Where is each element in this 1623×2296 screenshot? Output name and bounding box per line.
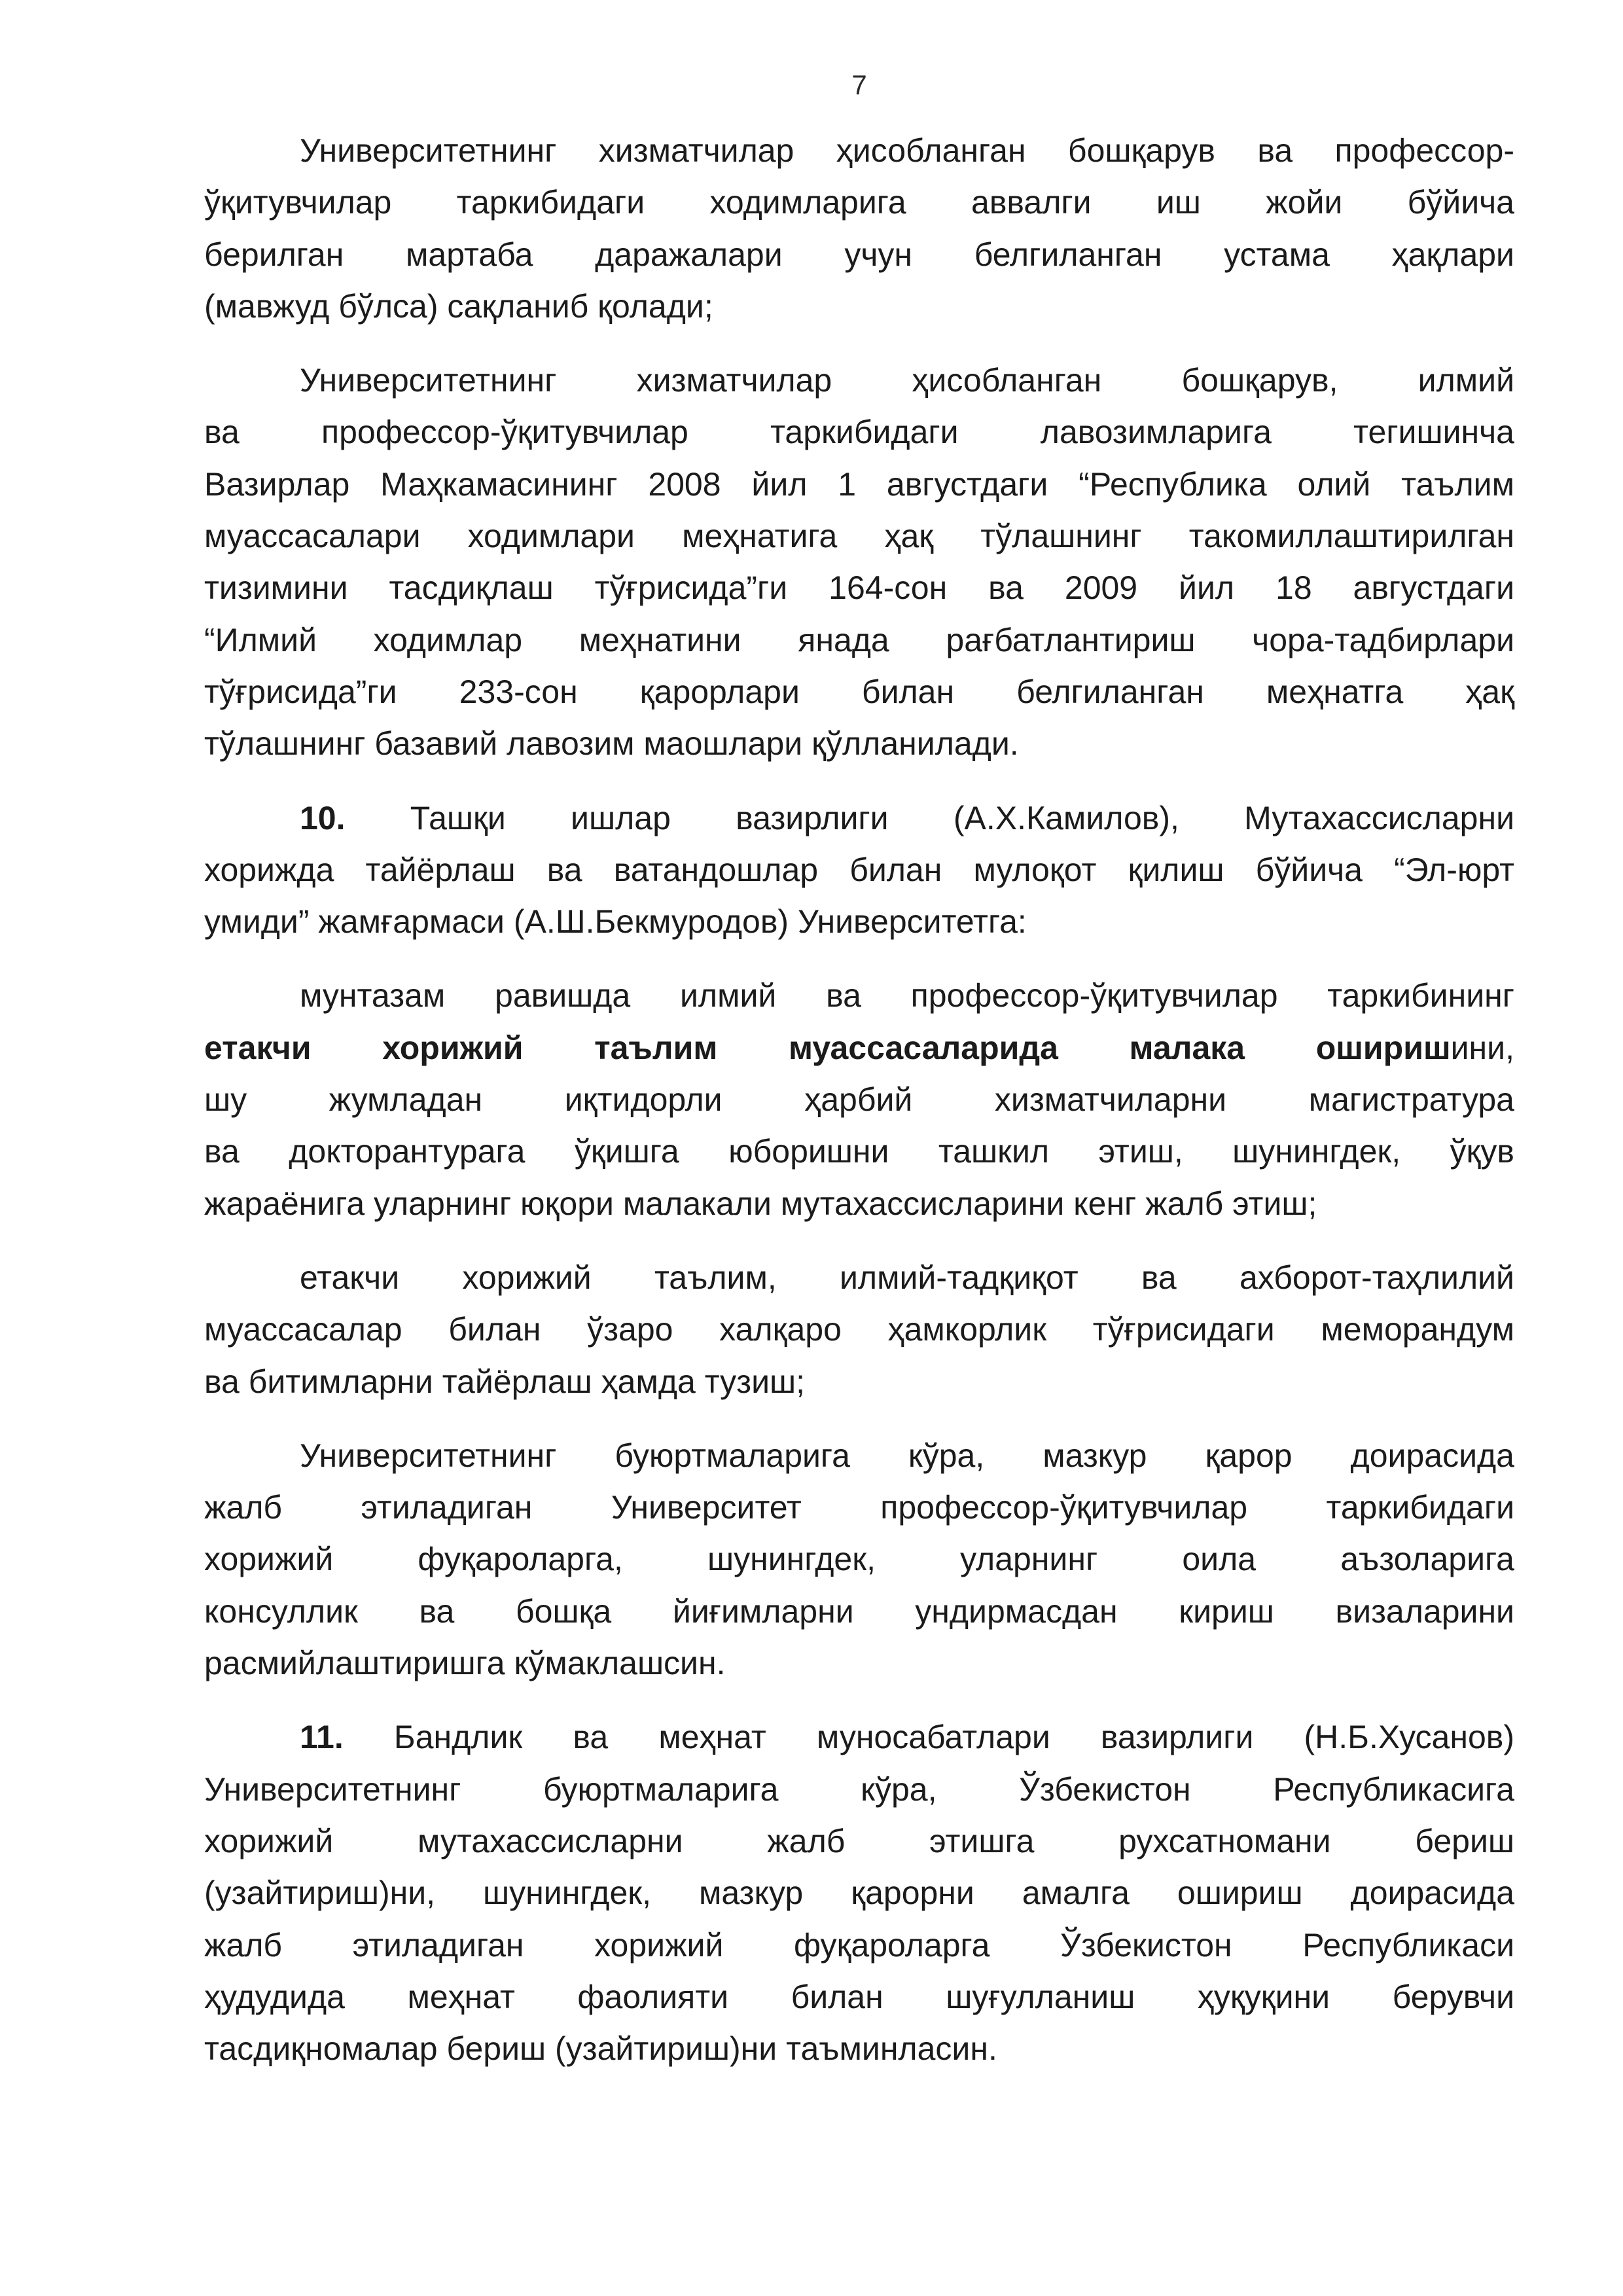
text-span: (узайтириш)ни, шунингдек, мазкур қарорни амалга ошириш доирасида [204,1874,1514,1912]
text-span: муассасалар билан ўзаро халқаро ҳамкорлик тўғрисидаги меморандум [204,1311,1514,1348]
text-line [204,1356,1514,1408]
text-span: берилган мартаба даражалари учун белгиланган устама ҳақлари [204,236,1514,273]
text-line [204,1867,1514,1919]
text-span: тасдиқномалар бериш (узайтириш)ни таъминласин. [204,2030,997,2068]
text-line [204,970,1514,1022]
text-span: Ташқи ишлар вазирлиги (А.Х.Камилов), Мутахассисларни [345,799,1514,836]
text-line [204,1638,1514,1689]
text-span: Университетнинг хизматчилар ҳисобланган бошқарув ва профессор- [300,132,1514,169]
text-line [204,615,1514,666]
text-span: ва битимларни тайёрлаш ҳамда тузиш; [204,1363,806,1400]
text-line [204,125,1514,177]
text-line [204,1126,1514,1177]
text-span: Университетнинг хизматчилар ҳисобланган бошқарув, илмий [300,362,1514,399]
text-line [204,511,1514,562]
paragraph-p7 [204,1712,1514,2075]
text-span: хорижий мутахассисларни жалб этишга рухсатномани бериш [204,1822,1514,1859]
text-span: Университетнинг буюртмаларига кўра, Ўзбекистон Республикасига [204,1770,1514,1808]
text-line [204,1304,1514,1355]
text-line [204,2023,1514,2075]
text-line [204,718,1514,770]
text-line [204,177,1514,228]
text-span: жалб этиладиган Университет профессор-ўқитувчилар таркибидаги [204,1489,1514,1526]
text-span: консуллик ва бошқа йиғимларни ундирмасдан кириш визаларини [204,1592,1514,1630]
text-span: хорижий фуқароларга, шунингдек, уларнинг оила аъзоларига [204,1541,1514,1578]
paragraph-p1 [204,125,1514,332]
text-span: ўқитувчилар таркибидаги ходимларига аввалги иш жойи бўйича [204,184,1514,221]
text-line [204,1482,1514,1534]
bold-text: 10. [300,799,346,836]
text-span: жалб этиладиган хорижий фуқароларга Ўзбекистон Республикаси [204,1926,1514,1964]
text-span: хорижда тайёрлаш ва ватандошлар билан мулоқот қилиш бўйича “Эл-юрт [204,851,1514,888]
text-span: Вазирлар Маҳкамасининг 2008 йил 1 августдаги “Республика олий таълим [204,465,1514,503]
text-span: (мавжуд бўлса) сақланиб қолади; [204,287,713,325]
text-span: умиди” жамғармаси (А.Ш.Бекмуродов) Университетга: [204,903,1027,941]
text-span: ва докторантурага ўқишга юборишни ташкил этиш, шунингдек, ўқув [204,1133,1514,1170]
page-number: 7 [851,69,867,100]
text-line [204,406,1514,458]
text-span: тизимини тасдиқлаш тўғрисида”ги 164-сон ва 2009 йил 18 августдаги [204,569,1514,607]
text-line [204,1534,1514,1585]
paragraph-p3 [204,793,1514,948]
bold-text: 11. [300,1719,344,1756]
text-line [204,1430,1514,1482]
text-span: ҳудудида меҳнат фаолияти билан шуғулланиш ҳуқуқини берувчи [204,1978,1514,2015]
paragraph-p6 [204,1430,1514,1689]
text-span: расмийлаштиришга кўмаклашсин. [204,1645,726,1682]
text-line [204,1178,1514,1230]
document-body [204,125,1514,2075]
text-span: тўғрисида”ги 233-сон қарорлари билан белгиланган меҳнатга ҳақ [204,673,1514,710]
text-line [204,1816,1514,1867]
text-line [204,1586,1514,1638]
text-line [204,355,1514,406]
text-span: муассасалари ходимлари меҳнатига ҳақ тўлашнинг такомиллаштирилган [204,518,1514,555]
text-span: тўлашнинг базавий лавозим маошлари қўлланилади. [204,725,1019,762]
text-line [204,1971,1514,2023]
text-span: етакчи хорижий таълим, илмий-тадқиқот ва ахборот-таҳлилий [300,1259,1514,1296]
text-line [204,1764,1514,1816]
text-line [204,1920,1514,1971]
text-line [204,1022,1514,1074]
text-span: Бандлик ва меҳнат муносабатлари вазирлиги (Н.Б.Хусанов) [343,1719,1514,1756]
text-line [204,896,1514,948]
text-line [204,1074,1514,1126]
text-line [204,562,1514,614]
text-span: ва профессор-ўқитувчилар таркибидаги лавозимларига тегишинча [204,414,1514,451]
paragraph-p4 [204,970,1514,1229]
text-line [204,229,1514,281]
paragraph-p5 [204,1252,1514,1408]
text-span: “Илмий ходимлар меҳнатини янада рағбатлантириш чора-тадбирлари [204,621,1514,658]
text-span: мунтазам равишда илмий ва профессор-ўқитувчилар таркибининг [300,977,1514,1014]
text-span: Университетнинг буюртмаларига кўра, мазкур қарор доирасида [300,1437,1514,1474]
text-line [204,666,1514,718]
bold-text: етакчи хорижий таълим муассасаларида малака ошириш [204,1029,1451,1066]
text-span: ини, [1450,1029,1514,1066]
text-line [204,281,1514,332]
paragraph-p2 [204,355,1514,770]
text-span: жараёнига уларнинг юқори малакали мутахассисларини кенг жалб этиш; [204,1185,1317,1222]
text-line [204,1252,1514,1304]
text-line [204,459,1514,511]
text-line [204,844,1514,896]
text-span: шу жумладан иқтидорли ҳарбий хизматчиларни магистратура [204,1081,1514,1119]
text-line [204,793,1514,844]
text-line [204,1712,1514,1763]
